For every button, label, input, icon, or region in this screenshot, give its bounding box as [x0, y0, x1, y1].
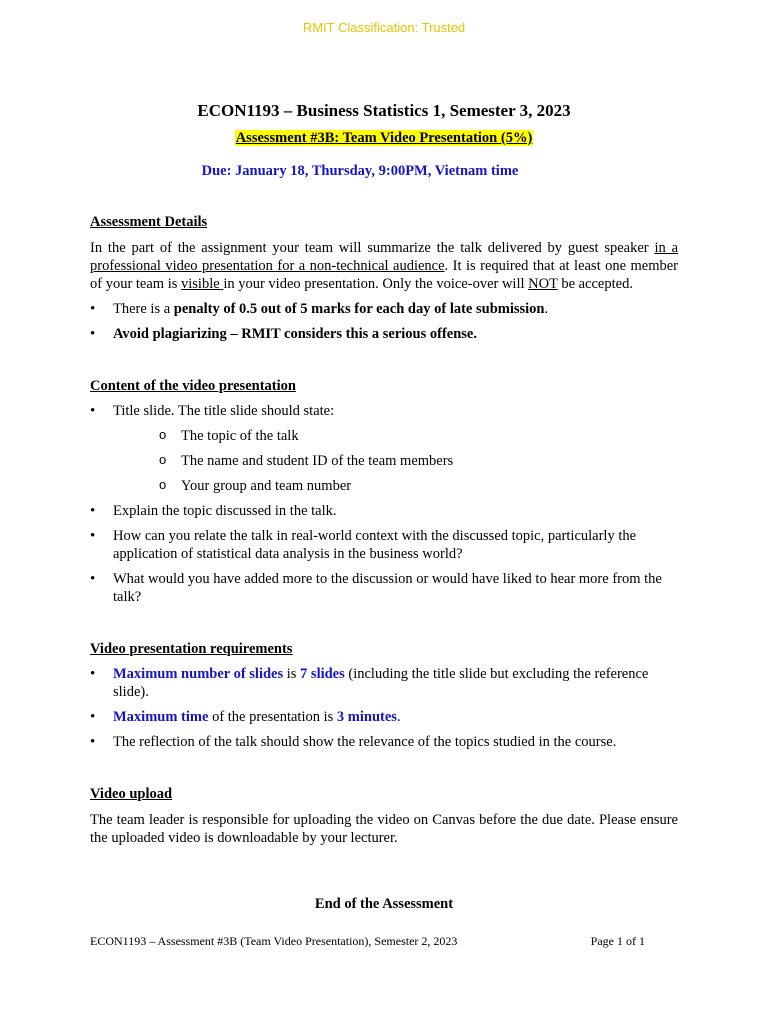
section-assessment-details: [90, 213, 678, 343]
classification-label: RMIT Classification: Trusted: [302, 20, 466, 35]
assessment-subtitle-highlight: Assessment #3B: Team Video Presentation (5%): [235, 130, 533, 146]
section-heading: Assessment Details: [90, 214, 208, 230]
section-heading: Video upload: [90, 786, 173, 802]
sub-list-item: o The name and student ID of the team members: [113, 452, 678, 470]
sub-list-item: o The topic of the talk: [113, 427, 678, 445]
section-heading: Video presentation requirements: [90, 641, 293, 657]
text-run: (including the title slide but excluding the reference slide).: [113, 666, 649, 700]
highlight-text: Maximum time: [113, 709, 209, 725]
highlight-text: 3 minutes: [336, 709, 397, 725]
upload-paragraph: The team leader is responsible for uploading the video on Canvas before the due date. Please ensure the uploaded video is downloadable by your lecturer.: [90, 812, 678, 846]
text-run: . It is required that at least one member of your team is: [90, 258, 678, 292]
underlined-text: visible: [181, 276, 224, 292]
list-item: • Explain the topic discussed in the talk.: [90, 502, 678, 520]
list-item: [90, 402, 678, 495]
list-item: [90, 300, 678, 318]
list-item: • How can you relate the talk in real-world context with the discussed topic, particularly the application of statistical data analysis in the business world?: [90, 527, 678, 563]
highlight-text: 7 slides: [300, 666, 345, 682]
bold-text: penalty of 0.5 out of 5 marks for each day of late submission: [173, 301, 545, 317]
requirements-bullet-list: [90, 665, 678, 751]
underlined-text: in a professional video presentation for a non-technical audience: [90, 240, 679, 274]
underlined-text: NOT: [528, 276, 558, 292]
section-requirements: [90, 640, 678, 751]
list-item-text: Title slide. The title slide should state:: [113, 403, 335, 419]
section-content: [90, 377, 678, 606]
page-footer: [90, 934, 645, 949]
text-run: There is a: [113, 301, 174, 317]
footer-text: ECON1193 – Assessment #3B (Team Video Presentation), Semester 2, 2023: [90, 934, 458, 948]
text-run: is: [283, 666, 301, 682]
text-run: In the part of the assignment your team will summarize the talk delivered by guest speaker: [90, 240, 655, 256]
section-video-upload: [90, 785, 678, 847]
text-run: of the presentation is: [208, 709, 337, 725]
bold-text: Avoid plagiarizing – RMIT considers this a serious offense.: [113, 326, 477, 342]
page-number: Page 1 of 1: [590, 934, 645, 948]
text-run: be accepted.: [557, 276, 633, 292]
highlight-text: Maximum number of slides: [113, 666, 284, 682]
end-of-assessment: End of the Assessment: [314, 896, 454, 912]
due-date: Due: January 18, Thursday, 9:00PM, Vietnam time: [201, 163, 519, 179]
content-bullet-list: [90, 402, 678, 606]
list-item: [90, 708, 678, 726]
list-item: • What would you have added more to the discussion or would have liked to hear more from the talk?: [90, 570, 678, 606]
details-paragraph: [90, 239, 678, 293]
list-item: [90, 665, 678, 701]
text-run: in your video presentation. Only the voice-over will: [223, 276, 529, 292]
text-run: .: [396, 709, 401, 725]
sub-list: [113, 427, 678, 495]
text-run: .: [544, 301, 549, 317]
document-body: [90, 213, 678, 847]
assessment-subtitle: [0, 130, 768, 147]
section-heading: Content of the video presentation: [90, 378, 296, 394]
list-item: • The reflection of the talk should show the relevance of the topics studied in the course.: [90, 733, 678, 751]
list-item: [90, 325, 678, 343]
sub-list-item: o Your group and team number: [113, 477, 678, 495]
document-title: ECON1193 – Business Statistics 1, Semester 3, 2023: [197, 101, 571, 120]
details-bullet-list: [90, 300, 678, 343]
